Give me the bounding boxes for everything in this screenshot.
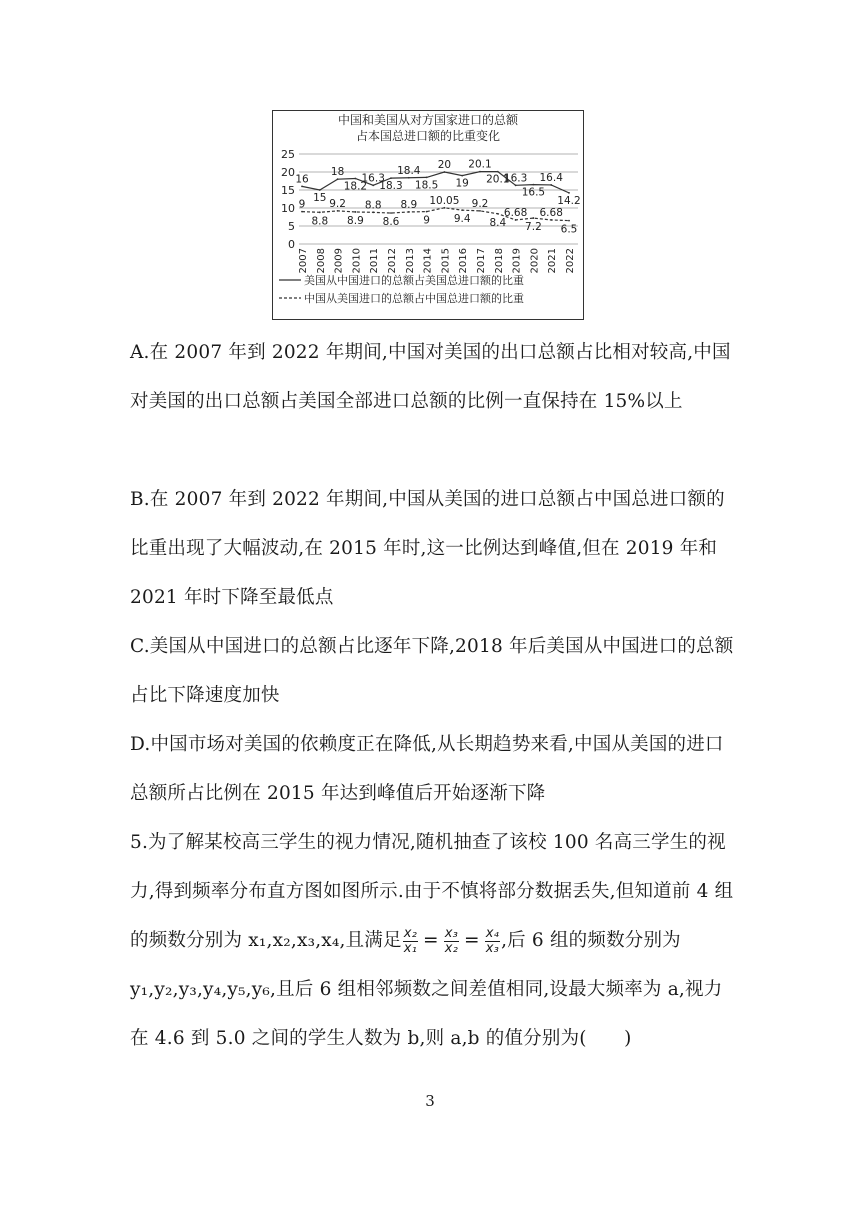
data-point [515, 184, 517, 186]
equals-sign: = [423, 930, 439, 951]
data-label: 9.2 [329, 197, 346, 210]
data-label: 16.3 [503, 172, 528, 185]
y-tick-label: 25 [281, 148, 295, 161]
data-point [355, 211, 357, 213]
y-tick-label: 20 [281, 166, 295, 179]
data-label: 16.5 [521, 186, 546, 199]
data-point [301, 186, 303, 188]
x-tick-label: 2016 [458, 248, 470, 274]
data-label: 10.05 [429, 194, 460, 207]
data-point [301, 211, 303, 213]
legend-label: 美国从中国进口的总额占美国总进口额的比重 [304, 274, 524, 287]
x-tick-label: 2008 [315, 248, 327, 274]
question-5 [130, 818, 740, 1063]
y-tick-label: 10 [281, 202, 295, 215]
x-tick-label: 2007 [298, 248, 309, 274]
data-point [390, 212, 392, 214]
data-point [568, 220, 570, 222]
data-label: 20.1 [468, 158, 492, 171]
x-tick-label: 2011 [369, 248, 381, 274]
line-chart [273, 111, 583, 319]
data-point [550, 184, 552, 186]
page-number: 3 [425, 1092, 435, 1110]
option-c: C.美国从中国进口的总额占比逐年下降,2018 年后美国从中国进口的总额占比下降速度加快 [130, 636, 734, 706]
x-tick-label: 2021 [547, 248, 559, 274]
chart-title-line: 占本国总进口额的比重变化 [355, 129, 501, 143]
line-chart-figure [272, 110, 584, 320]
legend-label: 中国从美国进口的总额占中国总进口额的比重 [304, 292, 524, 305]
x-tick-label: 2018 [493, 248, 505, 274]
data-point [479, 210, 481, 212]
data-label: 7.2 [525, 221, 542, 234]
fraction-x4-over-x3: $\frac{\text{x₄}}{\text{x₃}}$ [485, 925, 500, 956]
data-point [408, 211, 410, 213]
option-a: A.在 2007 年到 2022 年期间,中国对美国的出口总额占比相对较高,中国对美国的出口总额占美国全部进口总额的比例一直保持在 15%以上 [130, 342, 731, 412]
data-point [533, 217, 535, 219]
data-label: 8.9 [347, 214, 364, 227]
data-point [444, 171, 446, 173]
data-point [337, 178, 339, 180]
y-tick-label: 5 [288, 220, 295, 233]
data-label: 8.9 [400, 198, 418, 211]
x-tick-label: 2022 [565, 248, 576, 274]
data-label: 14.2 [557, 194, 581, 207]
data-point [497, 171, 499, 173]
q5-text-4: ,且后 6 组相邻频数之间差值相同,设最大频率为 a,视力在 4.6 到 5.0 之间的学生人数为 b,则 a,b 的值分别为( ) [130, 979, 723, 1049]
data-point [479, 171, 481, 173]
data-label: 16.4 [539, 171, 563, 184]
x-tick-label: 2020 [529, 248, 541, 274]
x-tick-label: 2015 [440, 248, 452, 274]
data-label: 9 [298, 198, 306, 211]
data-label: 6.68 [503, 206, 528, 219]
data-point [355, 178, 357, 180]
data-label: 20.1 [486, 173, 510, 186]
data-point [550, 219, 552, 221]
data-label: 15 [313, 192, 327, 204]
data-point [461, 175, 463, 177]
data-point [319, 189, 321, 191]
x-tick-label: 2014 [422, 248, 434, 274]
fraction-x2-over-x1: $\frac{\text{x₂}}{\text{x₁}}$ [403, 925, 418, 956]
data-point [372, 184, 374, 186]
data-point [372, 211, 374, 213]
data-point [408, 177, 410, 179]
data-label: 8.8 [364, 199, 382, 212]
option-b: B.在 2007 年到 2022 年期间,中国从美国的进口总额占中国总进口额的比重出现了大幅波动,在 2015 年时,这一比例达到峰值,但在 2019 年和 2021 年时下降至最低点 [130, 489, 725, 608]
data-label: 8.4 [489, 216, 507, 229]
x-tick-label: 2010 [351, 248, 363, 274]
data-label: 18.4 [397, 164, 421, 177]
data-point [533, 184, 535, 186]
data-label: 19 [455, 177, 469, 190]
data-label: 8.8 [311, 215, 329, 228]
y-tick-label: 15 [281, 184, 295, 197]
data-point [444, 207, 446, 209]
equals-sign: = [464, 930, 480, 951]
data-point [497, 213, 499, 215]
data-point [515, 219, 517, 221]
data-label: 6.5 [560, 223, 578, 236]
data-label: 16.3 [361, 172, 385, 185]
q5-text-3: ,后 6 组的频数分别为 [501, 930, 681, 951]
x-tick-label: 2019 [511, 248, 523, 274]
data-label: 18.3 [379, 180, 403, 193]
x-tick-label: 2013 [404, 248, 416, 274]
x-tick-label: 2009 [333, 248, 345, 274]
y-tick-label: 0 [288, 238, 295, 251]
q5-x-sequence: x₁,x₂,x₃,x₄ [248, 930, 340, 951]
data-label: 20 [437, 159, 452, 171]
x-tick-label: 2012 [387, 248, 398, 274]
fraction-x3-over-x2: $\frac{\text{x₃}}{\text{x₂}}$ [444, 925, 459, 956]
data-label: 9.4 [453, 213, 471, 226]
data-point [390, 177, 392, 179]
data-point [426, 177, 428, 179]
data-point [426, 211, 428, 213]
data-point [461, 209, 463, 211]
x-tick-label: 2017 [476, 248, 487, 274]
q5-text-2: ,且满足 [339, 930, 402, 951]
option-d: D.中国市场对美国的依赖度正在降低,从长期趋势来看,中国从美国的进口总额所占比例在 2015 年达到峰值后开始逐渐下降 [130, 734, 724, 804]
q5-y-sequence: y₁,y₂,y₃,y₄,y₅,y₆ [130, 979, 271, 1000]
data-label: 16 [295, 173, 309, 186]
q5-text-1: 5.为了解某校高三学生的视力情况,随机抽查了该校 100 名高三学生的视力,得到频率分布直方图如图所示.由于不慎将部分数据丢失,但知道前 4 组的频数分别为 [130, 832, 734, 951]
data-point [319, 211, 321, 213]
data-label: 9.2 [471, 197, 489, 210]
data-label: 6.68 [539, 206, 563, 219]
chart-title-line: 中国和美国从对方国家进口的总额 [337, 113, 519, 127]
data-label: 18.2 [343, 180, 368, 193]
data-label: 18.5 [414, 179, 439, 192]
data-point [568, 192, 570, 194]
data-label: 18 [330, 166, 345, 179]
data-label: 9 [423, 214, 430, 227]
data-label: 8.6 [382, 216, 400, 229]
data-point [337, 210, 339, 212]
